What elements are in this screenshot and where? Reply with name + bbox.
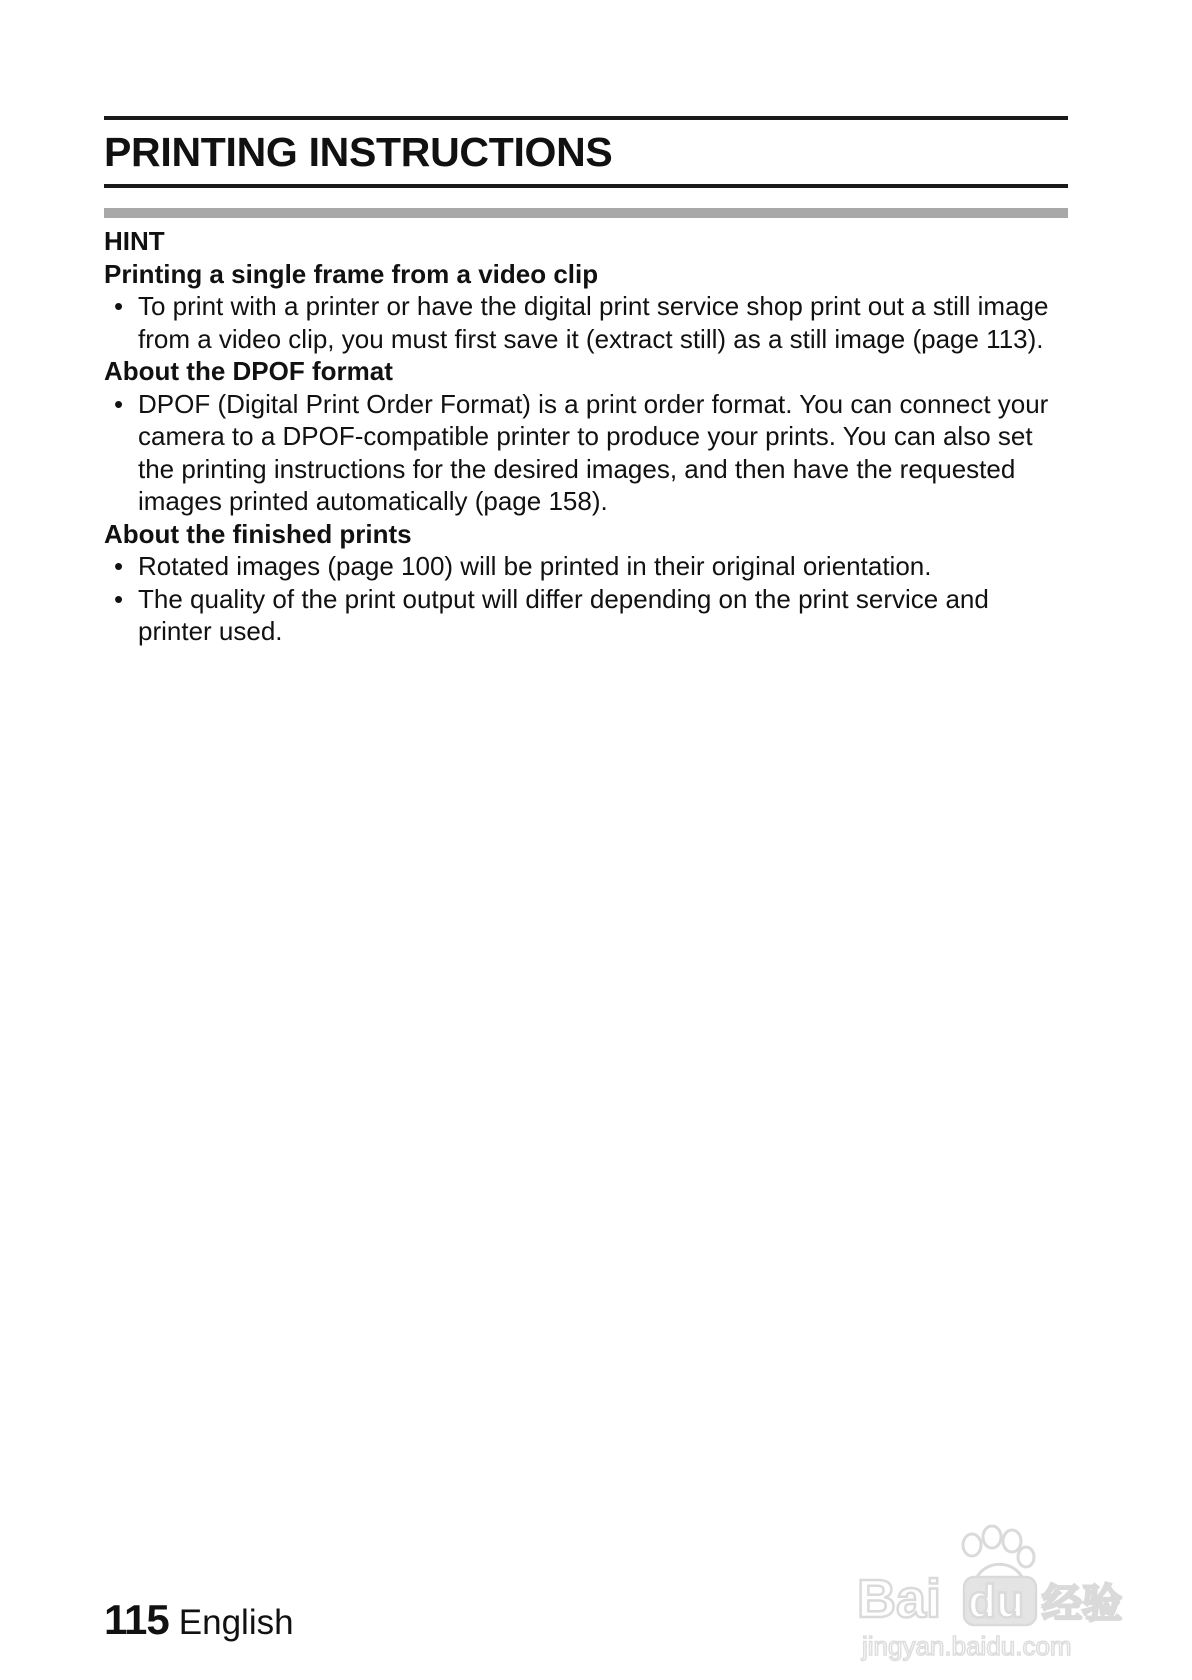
watermark-url: jingyan.baidu.com	[862, 1631, 1072, 1661]
title-rule	[104, 184, 1068, 188]
section-heading: About the DPOF format	[104, 356, 393, 386]
bullet-dot: •	[114, 388, 124, 419]
bullet-text: To print with a printer or have the digital print service shop print out a still image from a video clip, you must first save it (extract still) as a still image (page 113).	[138, 291, 1049, 354]
page-number: 115	[104, 1596, 169, 1643]
hint-label: HINT	[104, 226, 165, 256]
top-rule	[104, 116, 1068, 120]
hint-bar	[104, 208, 1068, 218]
hint-section-finished-prints	[104, 518, 1068, 648]
bullet-item	[104, 388, 1068, 518]
page-title: PRINTING INSTRUCTIONS	[104, 129, 613, 175]
bullet-item	[104, 550, 1068, 583]
hint-section-dpof	[104, 355, 1068, 518]
bullet-text: DPOF (Digital Print Order Format) is a print order format. You can connect your camera to a DPOF-compatible printer to produce your prints. You can also set the printing instructions for the desired images, and then have the requested images printed automatically (page 158).	[138, 388, 1049, 516]
svg-text:du: du	[968, 1575, 1025, 1627]
bullet-dot: •	[114, 291, 124, 321]
bullet-item	[104, 583, 1068, 648]
bullet-dot: •	[114, 551, 124, 581]
bullet-item	[104, 290, 1068, 355]
baidu-wordmark	[857, 1569, 1122, 1629]
hint-content	[104, 225, 1068, 648]
section-heading: Printing a single frame from a video clip	[104, 258, 599, 289]
svg-text:Bai: Bai	[857, 1569, 942, 1629]
bullet-text: The quality of the print output will differ depending on the print service and printer used.	[138, 583, 989, 646]
section-heading: About the finished prints	[104, 518, 412, 549]
hint-section-video-frame	[104, 258, 1068, 356]
baidu-watermark-logo	[852, 1515, 1142, 1665]
bullet-text: Rotated images (page 100) will be printed in their original orientation.	[138, 551, 932, 581]
page-footer	[104, 1595, 294, 1655]
bullet-dot: •	[114, 583, 124, 614]
svg-text:经验: 经验	[1042, 1582, 1122, 1626]
page-language: English	[178, 1603, 294, 1642]
